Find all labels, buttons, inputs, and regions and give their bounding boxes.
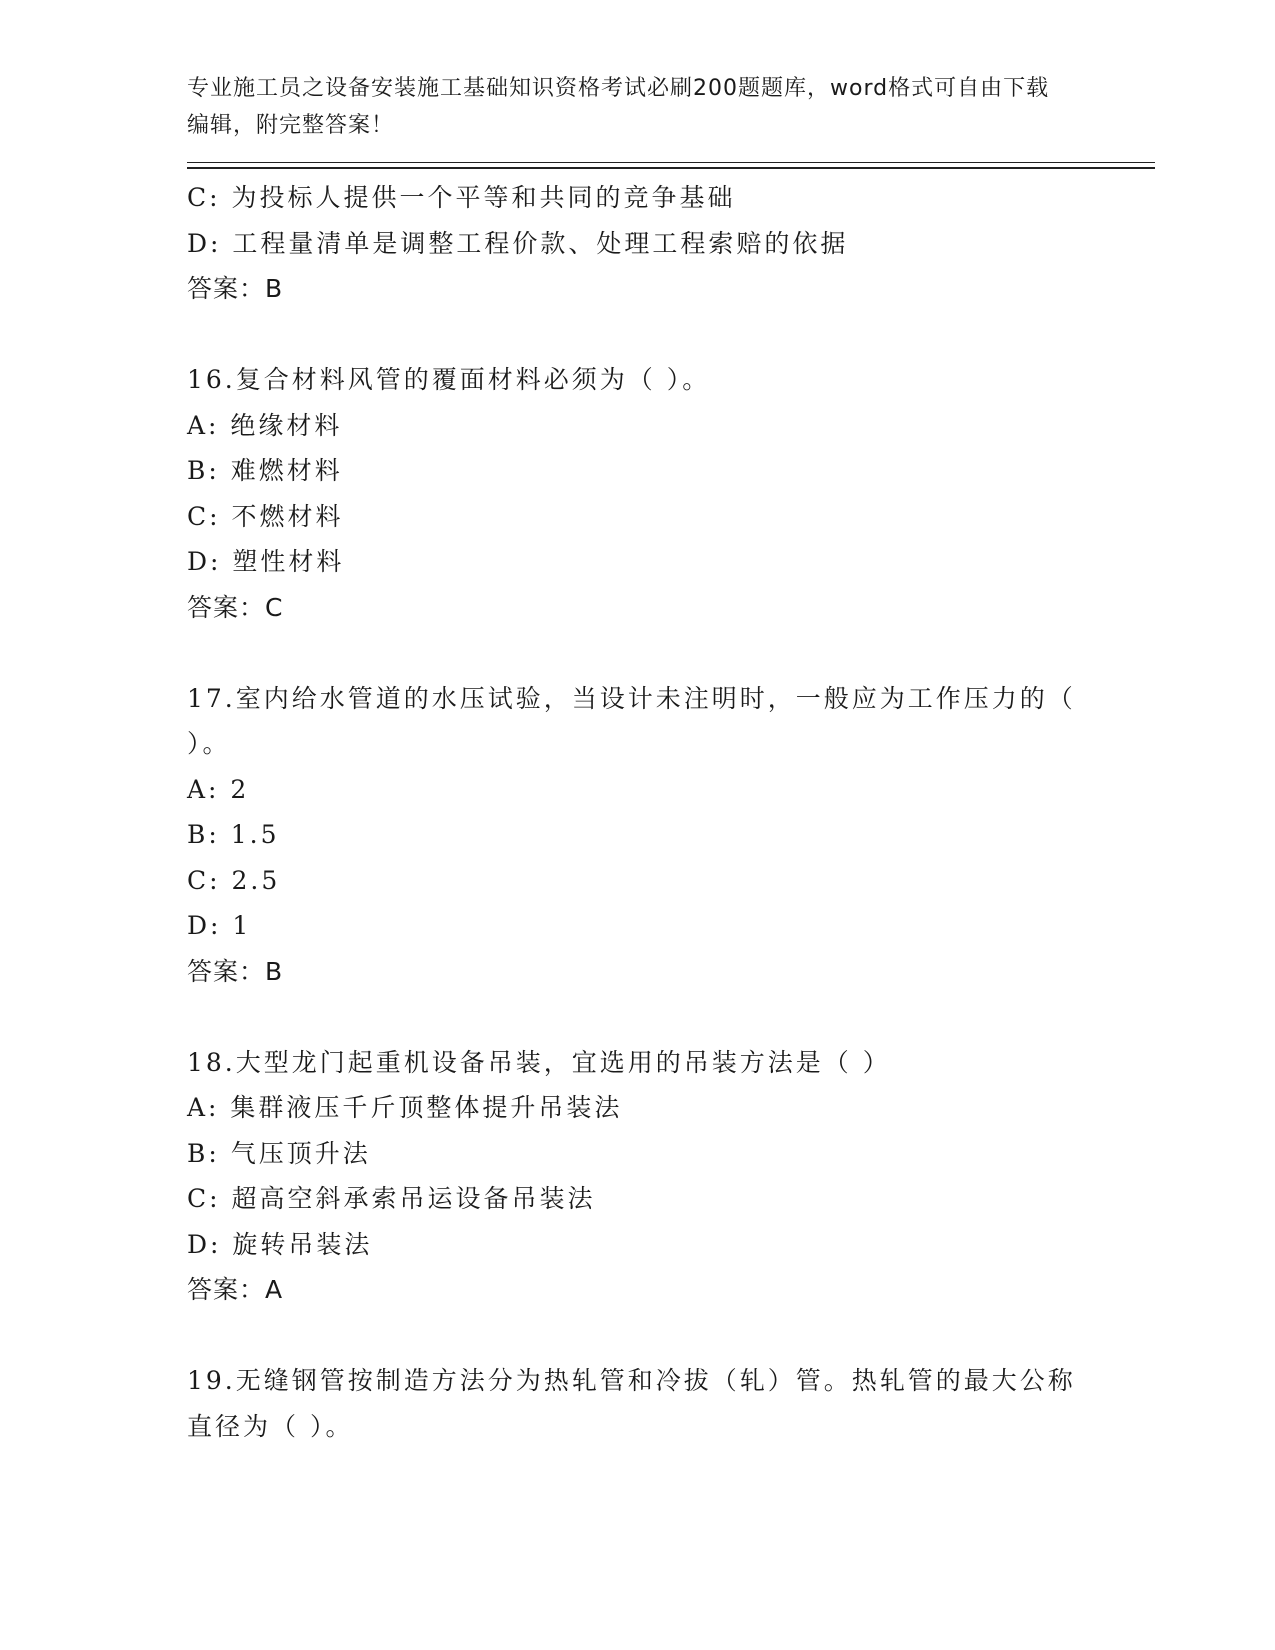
header-rule <box>187 162 1155 169</box>
document-page <box>187 70 1155 1449</box>
option-a: A: 2 <box>187 774 250 804</box>
question-stem: 17.室内给水管道的水压试验，当设计未注明时，一般应为工作压力的（ ）。 <box>187 683 1076 758</box>
option-a: A: 集群液压千斤顶整体提升吊装法 <box>187 1093 623 1122</box>
option-b: B: 气压顶升法 <box>187 1138 371 1168</box>
option-b: B: 1.5 <box>187 820 280 849</box>
answer-text: 答案：B <box>187 274 284 303</box>
question-17 <box>187 676 1155 995</box>
question-18 <box>187 1040 1155 1313</box>
question-content <box>187 175 1155 1449</box>
option-b: B: 难燃材料 <box>187 456 343 485</box>
document-header: 专业施工员之设备安装施工基础知识资格考试必刷200题题库，word格式可自由下载编辑，附完整答案！ <box>187 76 1050 138</box>
question-19 <box>187 1358 1155 1449</box>
question-stem: 19.无缝钢管按制造方法分为热轧管和冷拔（轧）管。热轧管的最大公称直径为（ ）。 <box>187 1366 1076 1441</box>
option-c: C: 2.5 <box>187 865 281 895</box>
option-c: C: 为投标人提供一个平等和共同的竞争基础 <box>187 183 736 212</box>
option-d: D: 工程量清单是调整工程价款、处理工程索赔的依据 <box>187 228 849 258</box>
question-stem: 18.大型龙门起重机设备吊装，宜选用的吊装方法是（ ） <box>187 1047 891 1077</box>
question-16 <box>187 357 1155 630</box>
question-stem: 16.复合材料风管的覆面材料必须为（ ）。 <box>187 365 711 394</box>
option-d: D: 旋转吊装法 <box>187 1229 373 1259</box>
option-a: A: 绝缘材料 <box>187 410 343 440</box>
answer-text: 答案：A <box>187 1275 284 1304</box>
option-c: C: 不燃材料 <box>187 501 344 531</box>
answer-text: 答案：C <box>187 592 284 622</box>
option-d: D: 1 <box>187 911 252 940</box>
answer-text: 答案：B <box>187 956 284 986</box>
option-c: C: 超高空斜承索吊运设备吊装法 <box>187 1184 596 1213</box>
option-d: D: 塑性材料 <box>187 547 345 576</box>
